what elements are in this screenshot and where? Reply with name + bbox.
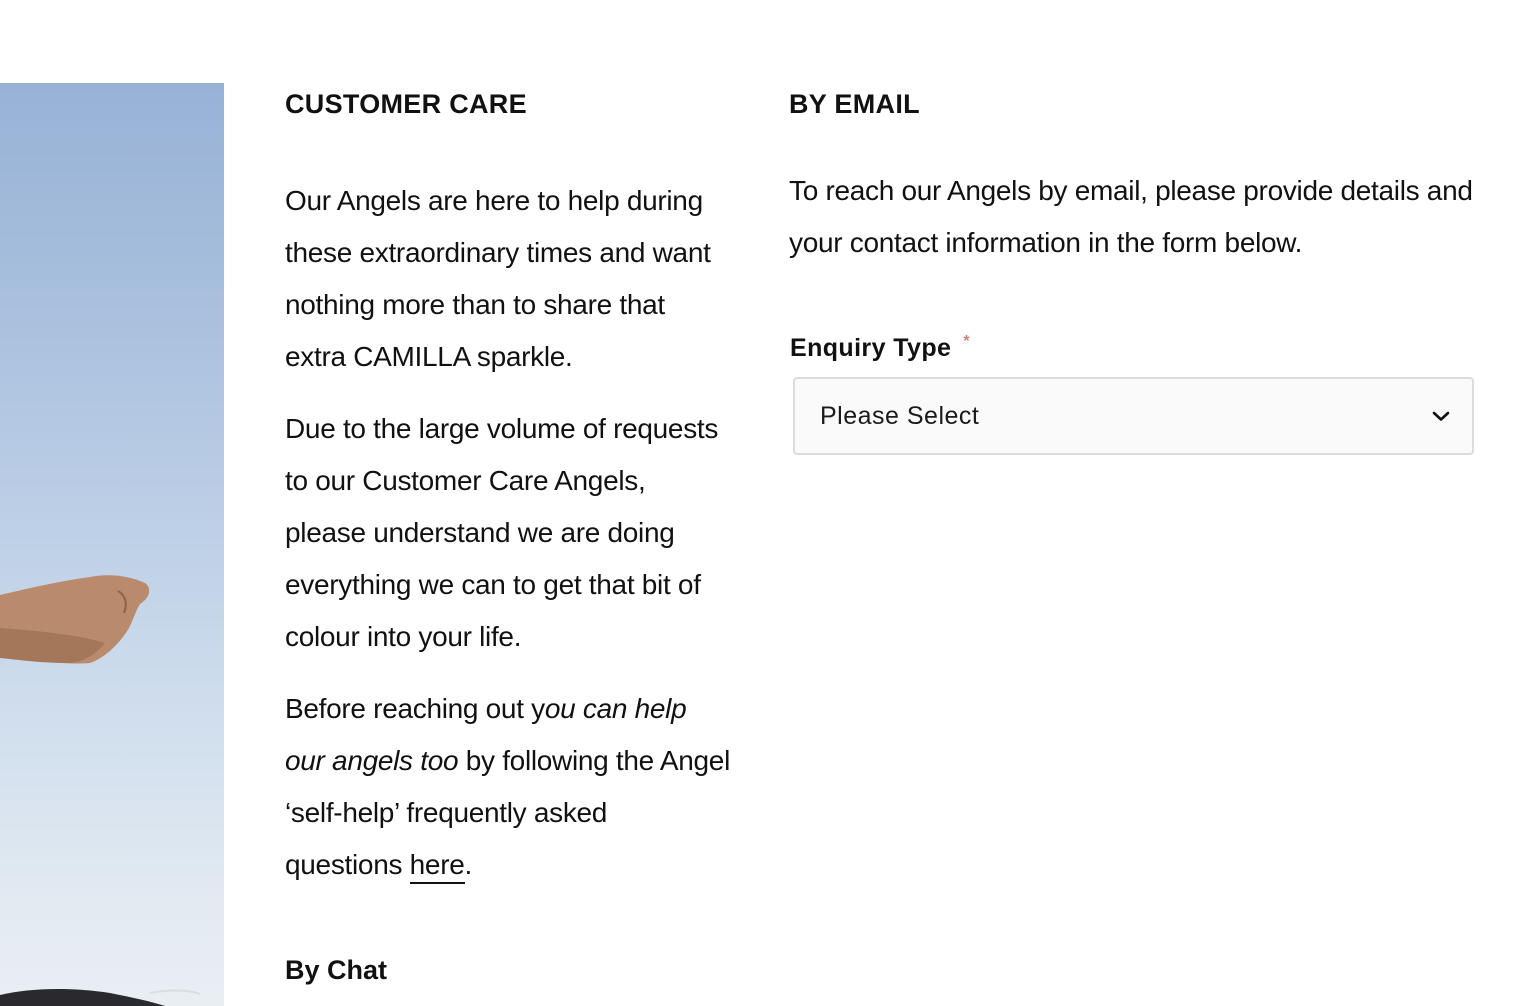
hero-photo-illustration <box>0 83 224 1006</box>
care-paragraph-3-suffix: . <box>464 849 472 880</box>
customer-care-text <box>285 175 730 891</box>
by-email-section <box>789 83 1489 455</box>
customer-care-section <box>285 83 730 911</box>
care-paragraph-3-middle: by following the Angel ‘self-help’ frequently asked questions <box>285 745 730 880</box>
care-paragraph-3 <box>285 683 730 891</box>
faq-here-link[interactable]: here <box>410 849 465 884</box>
enquiry-type-select[interactable] <box>793 377 1474 455</box>
by-email-intro: To reach our Angels by email, please provide details and your contact information in the form below. <box>789 175 1473 258</box>
dark-object-shape <box>0 989 165 1006</box>
required-asterisk: * <box>963 333 970 350</box>
care-paragraph-2: Due to the large volume of requests to our Customer Care Angels, please understand we are doing everything we can to get that bit of colour into your life. <box>285 413 719 652</box>
enquiry-type-selected-value: Please Select <box>820 401 980 430</box>
chevron-down-icon <box>1432 410 1450 422</box>
by-chat-heading: By Chat <box>285 955 388 985</box>
enquiry-type-label-text: Enquiry Type <box>790 334 952 362</box>
by-email-heading: BY EMAIL <box>789 89 920 119</box>
care-paragraph-3-prefix: Before reaching out y <box>285 693 545 724</box>
care-paragraph-3-emphasis: ou can help our angels too <box>285 693 687 776</box>
hero-image <box>0 83 224 1006</box>
care-paragraph-1: Our Angels are here to help during these extraordinary times and want nothing more than to share that extra CAMILLA sparkle. <box>285 185 711 372</box>
customer-care-heading: CUSTOMER CARE <box>285 89 527 119</box>
enquiry-type-label <box>790 331 1489 365</box>
